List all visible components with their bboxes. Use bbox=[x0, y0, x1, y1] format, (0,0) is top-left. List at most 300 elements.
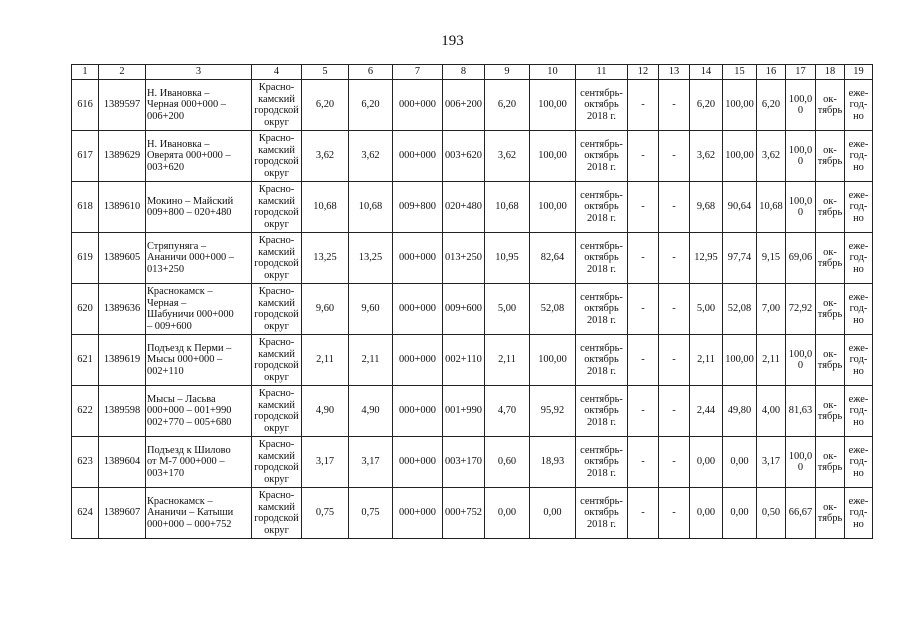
length-after-cell: 0,00 bbox=[690, 488, 723, 539]
col-17-line: 72,92 bbox=[788, 303, 813, 315]
col-16-cell: 0,50 bbox=[757, 488, 786, 539]
road-code-cell: 1389605 bbox=[99, 233, 146, 284]
frequency-line: год- bbox=[849, 150, 868, 162]
road-name-line: 002+110 bbox=[147, 365, 184, 377]
district-line: городской bbox=[254, 462, 299, 473]
col-16-cell: 2,11 bbox=[757, 335, 786, 386]
district-cell bbox=[252, 131, 302, 182]
frequency-cell bbox=[845, 80, 873, 131]
km-end-cell: 000+752 bbox=[443, 488, 485, 539]
col-17-line: 100,0 bbox=[788, 348, 813, 360]
frequency-line: но bbox=[853, 467, 864, 479]
road-name-cell bbox=[146, 233, 252, 284]
frequency-cell bbox=[845, 131, 873, 182]
col-17-line: 100,0 bbox=[788, 195, 813, 207]
header-cell-9: 9 bbox=[485, 65, 530, 80]
km-start-cell: 000+000 bbox=[393, 488, 443, 539]
frequency-cell bbox=[845, 386, 873, 437]
header-cell-2: 2 bbox=[99, 65, 146, 80]
percent-after-cell: 100,00 bbox=[723, 131, 757, 182]
road-inspection-table bbox=[71, 64, 873, 539]
district-line: городской bbox=[254, 105, 299, 116]
frequency-cell bbox=[845, 233, 873, 284]
road-name-line: Н. Ивановка – bbox=[147, 87, 210, 99]
district-line: округ bbox=[264, 269, 289, 281]
frequency-line: год- bbox=[849, 303, 868, 315]
col-12-cell: - bbox=[628, 182, 659, 233]
percent-normative-cell: 0,00 bbox=[530, 488, 576, 539]
table-row bbox=[72, 488, 873, 539]
frequency-cell bbox=[845, 284, 873, 335]
row-number-cell: 617 bbox=[72, 131, 99, 182]
col-17-cell bbox=[786, 335, 816, 386]
col-17-line: 0 bbox=[797, 207, 804, 218]
length-inspected-cell: 10,68 bbox=[349, 182, 393, 233]
col-18-line: ок- bbox=[823, 195, 837, 207]
district-line: городской bbox=[254, 309, 299, 320]
col-17-line: 0 bbox=[797, 105, 804, 116]
district-line: камский bbox=[258, 246, 295, 258]
district-line: камский bbox=[258, 450, 295, 462]
col-17-cell bbox=[786, 284, 816, 335]
road-name-line: Н. Ивановка – bbox=[147, 138, 210, 150]
percent-normative-cell: 100,00 bbox=[530, 131, 576, 182]
length-after-cell: 9,68 bbox=[690, 182, 723, 233]
length-total-cell: 9,60 bbox=[302, 284, 349, 335]
col-18-cell bbox=[816, 233, 845, 284]
district-line: камский bbox=[258, 399, 295, 411]
road-name-line: Краснокамск – bbox=[147, 286, 213, 297]
road-name-line: Ананичи – Катыши bbox=[147, 507, 234, 519]
frequency-line: еже- bbox=[848, 240, 869, 252]
col-17-cell bbox=[786, 182, 816, 233]
district-line: камский bbox=[258, 348, 295, 360]
km-end-cell: 006+200 bbox=[443, 80, 485, 131]
road-name-line: Подъезд к Шилово bbox=[147, 444, 231, 456]
length-after-cell: 5,00 bbox=[690, 284, 723, 335]
col-13-cell: - bbox=[659, 233, 690, 284]
km-start-cell: 000+000 bbox=[393, 233, 443, 284]
length-normative-cell: 0,60 bbox=[485, 437, 530, 488]
length-after-cell: 0,00 bbox=[690, 437, 723, 488]
frequency-line: но bbox=[853, 110, 864, 122]
col-17-line: 100,0 bbox=[788, 144, 813, 156]
inspection-period-line: октябрь bbox=[584, 405, 619, 417]
col-18-line: ок- bbox=[823, 501, 837, 513]
inspection-period-line: сентябрь- bbox=[580, 240, 623, 252]
col-17-line: 69,06 bbox=[788, 252, 813, 264]
table-row bbox=[72, 386, 873, 437]
district-cell bbox=[252, 80, 302, 131]
frequency-line: еже- bbox=[848, 495, 869, 507]
col-17-cell bbox=[786, 437, 816, 488]
col-17-cell bbox=[786, 80, 816, 131]
inspection-period-line: октябрь bbox=[584, 150, 619, 162]
percent-after-cell: 52,08 bbox=[723, 284, 757, 335]
length-normative-cell: 4,70 bbox=[485, 386, 530, 437]
district-line: Красно- bbox=[258, 184, 295, 195]
header-row bbox=[72, 65, 873, 80]
percent-after-cell: 0,00 bbox=[723, 488, 757, 539]
inspection-period-cell bbox=[576, 233, 628, 284]
inspection-period-line: сентябрь- bbox=[580, 87, 623, 99]
table-row bbox=[72, 233, 873, 284]
col-13-cell: - bbox=[659, 131, 690, 182]
road-name-cell bbox=[146, 488, 252, 539]
frequency-cell bbox=[845, 335, 873, 386]
district-line: городской bbox=[254, 207, 299, 218]
length-inspected-cell: 2,11 bbox=[349, 335, 393, 386]
frequency-line: еже- bbox=[848, 393, 869, 405]
km-end-cell: 009+600 bbox=[443, 284, 485, 335]
col-18-line: тябрь bbox=[817, 411, 843, 422]
header-cell-13: 13 bbox=[659, 65, 690, 80]
length-normative-cell: 6,20 bbox=[485, 80, 530, 131]
length-after-cell: 6,20 bbox=[690, 80, 723, 131]
inspection-period-line: 2018 г. bbox=[586, 365, 617, 377]
inspection-period-cell bbox=[576, 488, 628, 539]
inspection-period-line: сентябрь- bbox=[580, 342, 623, 354]
header-cell-5: 5 bbox=[302, 65, 349, 80]
district-line: городской bbox=[254, 411, 299, 422]
length-inspected-cell: 3,62 bbox=[349, 131, 393, 182]
frequency-line: год- bbox=[849, 456, 868, 468]
road-name-line: Черная 000+000 – bbox=[147, 99, 226, 111]
header-cell-4: 4 bbox=[252, 65, 302, 80]
inspection-period-line: сентябрь- bbox=[580, 189, 623, 201]
col-18-cell bbox=[816, 182, 845, 233]
col-16-cell: 9,15 bbox=[757, 233, 786, 284]
km-start-cell: 000+000 bbox=[393, 131, 443, 182]
road-name-line: Подъезд к Перми – bbox=[147, 342, 232, 354]
length-total-cell: 3,17 bbox=[302, 437, 349, 488]
frequency-line: но bbox=[853, 161, 864, 173]
frequency-line: год- bbox=[849, 354, 868, 366]
length-normative-cell: 10,68 bbox=[485, 182, 530, 233]
district-cell bbox=[252, 335, 302, 386]
inspection-period-cell bbox=[576, 182, 628, 233]
length-after-cell: 12,95 bbox=[690, 233, 723, 284]
road-code-cell: 1389636 bbox=[99, 284, 146, 335]
road-name-line: Мысы – Ласьва bbox=[147, 393, 216, 405]
road-name-line: Мысы 000+000 – bbox=[147, 354, 223, 366]
road-code-cell: 1389619 bbox=[99, 335, 146, 386]
inspection-period-line: сентябрь- bbox=[580, 291, 623, 303]
district-line: Красно- bbox=[258, 490, 295, 501]
inspection-period-line: октябрь bbox=[584, 201, 619, 213]
length-total-cell: 10,68 bbox=[302, 182, 349, 233]
header-cell-18: 18 bbox=[816, 65, 845, 80]
length-total-cell: 2,11 bbox=[302, 335, 349, 386]
district-line: округ bbox=[264, 167, 289, 179]
km-end-cell: 003+170 bbox=[443, 437, 485, 488]
road-name-cell bbox=[146, 131, 252, 182]
road-name-line: 000+000 – 000+752 bbox=[147, 518, 232, 530]
district-line: городской bbox=[254, 156, 299, 167]
inspection-period-cell bbox=[576, 335, 628, 386]
length-normative-cell: 10,95 bbox=[485, 233, 530, 284]
length-normative-cell: 2,11 bbox=[485, 335, 530, 386]
road-name-line: Оверята 000+000 – bbox=[147, 150, 231, 162]
length-inspected-cell: 6,20 bbox=[349, 80, 393, 131]
percent-normative-cell: 82,64 bbox=[530, 233, 576, 284]
col-18-cell bbox=[816, 437, 845, 488]
km-start-cell: 000+000 bbox=[393, 386, 443, 437]
row-number-cell: 621 bbox=[72, 335, 99, 386]
frequency-line: еже- bbox=[848, 291, 869, 303]
inspection-period-line: сентябрь- bbox=[580, 495, 623, 507]
inspection-period-cell bbox=[576, 80, 628, 131]
road-code-cell: 1389597 bbox=[99, 80, 146, 131]
col-18-line: тябрь bbox=[817, 462, 843, 473]
road-code-cell: 1389610 bbox=[99, 182, 146, 233]
col-16-cell: 6,20 bbox=[757, 80, 786, 131]
col-12-cell: - bbox=[628, 233, 659, 284]
inspection-period-line: 2018 г. bbox=[586, 212, 617, 224]
col-16-cell: 10,68 bbox=[757, 182, 786, 233]
frequency-cell bbox=[845, 182, 873, 233]
col-13-cell: - bbox=[659, 335, 690, 386]
row-number-cell: 619 bbox=[72, 233, 99, 284]
header-cell-6: 6 bbox=[349, 65, 393, 80]
col-17-line: 100,0 bbox=[788, 450, 813, 462]
km-start-cell: 000+000 bbox=[393, 284, 443, 335]
district-line: камский bbox=[258, 93, 295, 105]
col-12-cell: - bbox=[628, 335, 659, 386]
length-total-cell: 6,20 bbox=[302, 80, 349, 131]
district-cell bbox=[252, 488, 302, 539]
inspection-period-line: октябрь bbox=[584, 252, 619, 264]
frequency-line: но bbox=[853, 365, 864, 377]
col-13-cell: - bbox=[659, 284, 690, 335]
district-cell bbox=[252, 284, 302, 335]
inspection-period-line: октябрь bbox=[584, 303, 619, 315]
header-cell-16: 16 bbox=[757, 65, 786, 80]
district-line: камский bbox=[258, 297, 295, 309]
col-18-line: ок- bbox=[823, 399, 837, 411]
length-inspected-cell: 0,75 bbox=[349, 488, 393, 539]
district-line: камский bbox=[258, 144, 295, 156]
length-inspected-cell: 3,17 bbox=[349, 437, 393, 488]
col-17-line: 66,67 bbox=[788, 507, 813, 519]
km-end-cell: 002+110 bbox=[443, 335, 485, 386]
col-17-line: 0 bbox=[797, 360, 804, 371]
inspection-period-line: сентябрь- bbox=[580, 393, 623, 405]
km-end-cell: 013+250 bbox=[443, 233, 485, 284]
inspection-period-line: 2018 г. bbox=[586, 263, 617, 275]
inspection-period-line: 2018 г. bbox=[586, 467, 617, 479]
road-name-line: 000+000 – 001+990 bbox=[147, 405, 232, 417]
col-17-cell bbox=[786, 386, 816, 437]
col-17-line: 0 bbox=[797, 156, 804, 167]
inspection-period-cell bbox=[576, 437, 628, 488]
percent-normative-cell: 52,08 bbox=[530, 284, 576, 335]
frequency-cell bbox=[845, 437, 873, 488]
header-cell-3: 3 bbox=[146, 65, 252, 80]
length-total-cell: 3,62 bbox=[302, 131, 349, 182]
inspection-period-line: сентябрь- bbox=[580, 444, 623, 456]
district-line: округ bbox=[264, 320, 289, 332]
frequency-line: но bbox=[853, 416, 864, 428]
km-end-cell: 003+620 bbox=[443, 131, 485, 182]
percent-normative-cell: 100,00 bbox=[530, 182, 576, 233]
length-inspected-cell: 13,25 bbox=[349, 233, 393, 284]
col-13-cell: - bbox=[659, 437, 690, 488]
road-code-cell: 1389629 bbox=[99, 131, 146, 182]
road-name-line: 013+250 bbox=[147, 263, 185, 275]
col-12-cell: - bbox=[628, 488, 659, 539]
length-after-cell: 2,11 bbox=[690, 335, 723, 386]
road-name-cell bbox=[146, 80, 252, 131]
col-17-line: 81,63 bbox=[788, 405, 813, 417]
km-end-cell: 020+480 bbox=[443, 182, 485, 233]
inspection-period-line: октябрь bbox=[584, 456, 619, 468]
district-cell bbox=[252, 233, 302, 284]
district-cell bbox=[252, 182, 302, 233]
header-cell-7: 7 bbox=[393, 65, 443, 80]
inspection-period-line: 2018 г. bbox=[586, 161, 617, 173]
header-cell-8: 8 bbox=[443, 65, 485, 80]
district-line: Красно- bbox=[258, 388, 295, 399]
frequency-line: еже- bbox=[848, 87, 869, 99]
inspection-period-line: октябрь bbox=[584, 99, 619, 111]
page-number: 193 bbox=[441, 33, 464, 49]
col-18-line: тябрь bbox=[817, 156, 843, 167]
header-cell-12: 12 bbox=[628, 65, 659, 80]
length-after-cell: 2,44 bbox=[690, 386, 723, 437]
district-cell bbox=[252, 386, 302, 437]
district-line: городской bbox=[254, 360, 299, 371]
col-18-line: тябрь bbox=[817, 105, 843, 116]
col-12-cell: - bbox=[628, 437, 659, 488]
col-18-line: ок- bbox=[823, 348, 837, 360]
row-number-cell: 620 bbox=[72, 284, 99, 335]
road-name-cell bbox=[146, 182, 252, 233]
header-cell-11: 11 bbox=[576, 65, 628, 80]
road-name-line: 002+770 – 005+680 bbox=[147, 416, 232, 428]
road-name-line: Черная – bbox=[147, 297, 187, 309]
road-name-cell bbox=[146, 437, 252, 488]
row-number-cell: 624 bbox=[72, 488, 99, 539]
district-line: округ bbox=[264, 524, 289, 536]
road-name-line: – 009+600 bbox=[147, 320, 192, 332]
col-13-cell: - bbox=[659, 80, 690, 131]
table-row bbox=[72, 437, 873, 488]
percent-after-cell: 0,00 bbox=[723, 437, 757, 488]
road-code-cell: 1389598 bbox=[99, 386, 146, 437]
district-line: округ bbox=[264, 473, 289, 485]
col-18-cell bbox=[816, 386, 845, 437]
percent-after-cell: 90,64 bbox=[723, 182, 757, 233]
length-total-cell: 0,75 bbox=[302, 488, 349, 539]
district-line: округ bbox=[264, 371, 289, 383]
district-line: округ bbox=[264, 218, 289, 230]
table-row bbox=[72, 335, 873, 386]
header-cell-1: 1 bbox=[72, 65, 99, 80]
col-18-cell bbox=[816, 284, 845, 335]
road-name-line: 006+200 bbox=[147, 110, 185, 122]
inspection-period-line: 2018 г. bbox=[586, 518, 617, 530]
col-17-cell bbox=[786, 131, 816, 182]
col-13-cell: - bbox=[659, 488, 690, 539]
percent-normative-cell: 100,00 bbox=[530, 335, 576, 386]
col-18-line: ок- bbox=[823, 246, 837, 258]
col-17-line: 0 bbox=[797, 462, 804, 473]
col-12-cell: - bbox=[628, 131, 659, 182]
col-18-line: ок- bbox=[823, 450, 837, 462]
frequency-line: год- bbox=[849, 405, 868, 417]
frequency-line: но bbox=[853, 518, 864, 530]
road-code-cell: 1389604 bbox=[99, 437, 146, 488]
header-cell-17: 17 bbox=[786, 65, 816, 80]
frequency-line: год- bbox=[849, 252, 868, 264]
table-row bbox=[72, 284, 873, 335]
inspection-period-cell bbox=[576, 386, 628, 437]
district-line: Красно- bbox=[258, 133, 295, 144]
col-18-line: тябрь bbox=[817, 360, 843, 371]
road-name-cell bbox=[146, 284, 252, 335]
percent-after-cell: 49,80 bbox=[723, 386, 757, 437]
header-cell-10: 10 bbox=[530, 65, 576, 80]
inspection-period-line: 2018 г. bbox=[586, 416, 617, 428]
length-inspected-cell: 9,60 bbox=[349, 284, 393, 335]
col-17-cell bbox=[786, 488, 816, 539]
road-name-line: Стряпуняга – bbox=[147, 240, 207, 252]
percent-after-cell: 97,74 bbox=[723, 233, 757, 284]
col-18-cell bbox=[816, 80, 845, 131]
district-line: городской bbox=[254, 258, 299, 269]
row-number-cell: 623 bbox=[72, 437, 99, 488]
table-row bbox=[72, 182, 873, 233]
col-18-line: тябрь bbox=[817, 309, 843, 320]
table-row bbox=[72, 131, 873, 182]
road-name-cell bbox=[146, 386, 252, 437]
col-18-line: ок- bbox=[823, 144, 837, 156]
length-normative-cell: 3,62 bbox=[485, 131, 530, 182]
inspection-period-line: октябрь bbox=[584, 354, 619, 366]
frequency-line: год- bbox=[849, 507, 868, 519]
road-name-line: Мокино – Майский bbox=[147, 195, 234, 207]
km-start-cell: 000+000 bbox=[393, 437, 443, 488]
frequency-line: год- bbox=[849, 201, 868, 213]
percent-after-cell: 100,00 bbox=[723, 335, 757, 386]
row-number-cell: 618 bbox=[72, 182, 99, 233]
inspection-period-line: 2018 г. bbox=[586, 110, 617, 122]
col-13-cell: - bbox=[659, 182, 690, 233]
percent-after-cell: 100,00 bbox=[723, 80, 757, 131]
frequency-line: но bbox=[853, 314, 864, 326]
road-name-line: от М-7 000+000 – bbox=[147, 456, 225, 468]
district-line: округ bbox=[264, 422, 289, 434]
percent-normative-cell: 18,93 bbox=[530, 437, 576, 488]
district-line: камский bbox=[258, 195, 295, 207]
inspection-period-cell bbox=[576, 284, 628, 335]
col-18-line: ок- bbox=[823, 297, 837, 309]
col-18-cell bbox=[816, 335, 845, 386]
col-18-line: тябрь bbox=[817, 513, 843, 524]
length-normative-cell: 5,00 bbox=[485, 284, 530, 335]
row-number-cell: 616 bbox=[72, 80, 99, 131]
col-18-cell bbox=[816, 488, 845, 539]
frequency-line: год- bbox=[849, 99, 868, 111]
col-13-cell: - bbox=[659, 386, 690, 437]
header-cell-14: 14 bbox=[690, 65, 723, 80]
length-total-cell: 4,90 bbox=[302, 386, 349, 437]
road-name-line: Шабуничи 000+000 bbox=[147, 309, 234, 320]
district-line: камский bbox=[258, 501, 295, 513]
road-name-cell bbox=[146, 335, 252, 386]
col-18-line: тябрь bbox=[817, 258, 843, 269]
